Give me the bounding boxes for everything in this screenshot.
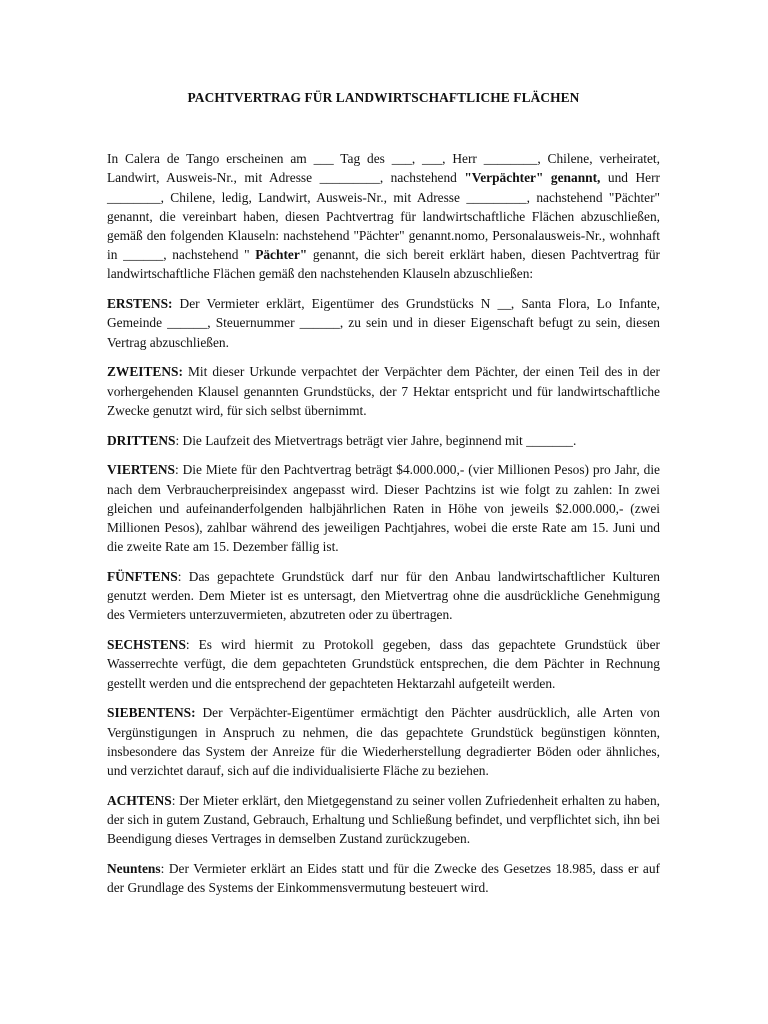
intro-bold-verpaechter: "Verpächter" genannt, xyxy=(464,170,601,186)
clause-heading: SIEBENTENS: xyxy=(107,705,196,721)
clause-text: : Der Vermieter erklärt an Eides statt und für die Zwecke des Gesetzes 18.985, dass er auf der Grundlage des Systems der Einkommensvermutung besteuert wird. xyxy=(107,861,660,896)
clause-text: : Die Miete für den Pachtvertrag beträgt $4.000.000,- (vier Millionen Pesos) pro Jahr, die nach dem Verbraucherpreisindex angepasst wird. Dieser Pachtzins ist wie folgt zu zahlen: In zwei gleichen und aufeinanderfolgenden halbjährlichen Raten in Höhe von jeweils $2.000.000,- (zwei Millionen Pesos), zahlbar während des jeweiligen Pachtjahres, wobei die erste Rate am 15. Juni und die zweite Rate am 15. Dezember fällig ist. xyxy=(107,462,660,555)
clause-text: Der Verpächter-Eigentümer ermächtigt den Pächter ausdrücklich, alle Arten von Vergünstigungen in Anspruch zu nehmen, die das gepachtete Grundstück begünstigen könnten, insbesondere das System der Anreize für die Wiederherstellung degradierter Böden oder ähnliches, und verzichtet darauf, sich auf die individualisierte Fläche zu beziehen. xyxy=(107,705,660,779)
clause-erstens xyxy=(107,294,660,352)
clause-heading: VIERTENS xyxy=(107,462,175,478)
clause-viertens xyxy=(107,460,660,556)
intro-text-2: und Herr ________, Chilene, ledig, Landwirt, Ausweis-Nr., mit Adresse _________, nachstehend "Pächter" genannt, die vereinbart haben, diesen Pachtvertrag für landwirtschaftliche Flächen abzuschließen, gemäß den folgenden Klauseln: nachstehend "Pächter" genannt.nomo, Personalausweis-Nr., wohnhaft in ______, nachstehend " xyxy=(107,170,661,263)
clause-zweitens xyxy=(107,362,660,420)
intro-bold-paechter: Pächter" xyxy=(255,247,308,263)
clause-heading: FÜNFTENS xyxy=(107,569,178,585)
document-page xyxy=(107,88,660,908)
clause-siebentens xyxy=(107,703,660,780)
clause-heading: ACHTENS xyxy=(107,792,172,808)
clause-text: : Das gepachtete Grundstück darf nur für den Anbau landwirtschaftlicher Kulturen genutzt werden. Dem Mieter ist es untersagt, den Mietvertrag ohne die ausdrückliche Genehmigung des Vermieters unterzuvermieten, abzutreten oder zu übertragen. xyxy=(107,569,660,623)
clause-text: : Der Mieter erklärt, den Mietgegenstand zu seiner vollen Zufriedenheit erhalten zu haben, der sich in gutem Zustand, Gebrauch, Erhaltung und Schließung befindet, und verpflichtet sich, ihn bei Beendigung dieses Vertrages in demselben Zustand zurückzugeben. xyxy=(107,792,660,847)
clause-sechstens xyxy=(107,635,660,693)
clause-text: Mit dieser Urkunde verpachtet der Verpächter dem Pächter, der einen Teil des in der vorhergehenden Klausel genannten Grundstücks, der 7 Hektar entspricht und für landwirtschaftliche Zwecke genutzt wird, für sich selbst übernimmt. xyxy=(107,364,660,418)
intro-text-1: In Calera de Tango erscheinen am ___ Tag des ___, ___, Herr ________, Chilene, verheiratet, Landwirt, Ausweis-Nr., mit Adresse _________, nachstehend xyxy=(107,151,660,186)
clause-heading: ZWEITENS: xyxy=(107,364,183,380)
clause-fuenftens xyxy=(107,567,660,625)
clause-heading: Neuntens xyxy=(107,861,161,877)
intro-text-3: genannt, die sich bereit erklärt haben, diesen Pachtvertrag für landwirtschaftliche Flächen gemäß den nachstehenden Klauseln abzuschließen: xyxy=(107,247,660,282)
document-title: PACHTVERTRAG FÜR LANDWIRTSCHAFTLICHE FLÄCHEN xyxy=(187,90,580,105)
clause-heading: DRITTENS xyxy=(107,432,176,448)
clause-text: : Es wird hiermit zu Protokoll gegeben, dass das gepachtete Grundstück über Wasserrechte verfügt, die dem gepachteten Grundstück entsprechen, die dem Pächter in Rechnung gestellt werden und die entsprechend der gepachteten Hektarzahl aufgeteilt werden. xyxy=(107,637,660,691)
clause-achtens xyxy=(107,791,660,849)
intro-paragraph xyxy=(107,149,660,283)
clause-neuntens xyxy=(107,859,660,897)
clause-drittens xyxy=(107,431,660,450)
clause-text: : Die Laufzeit des Mietvertrags beträgt vier Jahre, beginnend mit _______. xyxy=(175,432,577,448)
clause-heading: ERSTENS: xyxy=(107,296,173,312)
clause-heading: SECHSTENS xyxy=(107,637,186,653)
clause-text: Der Vermieter erklärt, Eigentümer des Grundstücks N __, Santa Flora, Lo Infante, Gemeinde ______, Steuernummer ______, zu sein und in dieser Eigenschaft befugt zu sein, diesen Vertrag abzuschließen. xyxy=(107,296,660,350)
